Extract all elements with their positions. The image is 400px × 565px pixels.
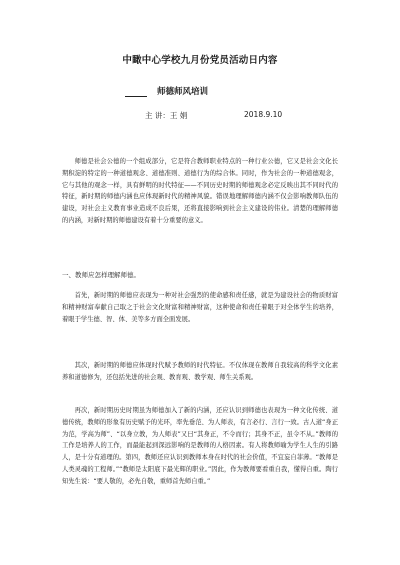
speaker-line: 主 讲：王 娟 — [145, 111, 188, 120]
paragraph-first: 首先，新时期的师德应表现为一种对社会强烈的使命感和责任感，就是为建设社会的物质财富和精神财富奉献自己取之于社会文化财富和精神财富，这种使命和责任着眼于对全体学生的培养，着眼于学生德、智、体、美等多方面全面发展。 — [62, 292, 338, 323]
blank-underline — [125, 87, 147, 97]
document-title: 中瞰中心学校九月份党员活动日内容 — [122, 55, 278, 66]
date-line: 2018.9.10 — [244, 110, 283, 119]
intro-paragraph: 师德是社会公德的一个组成部分，它是符合教师职业特点的一种行业公德，它又是社会文化长期积淀的特定的一种道德观念、道德准则、道德行为的综合体。同时，作为社会的一种道德观念，它与其他的观念一样，具有鲜明的时代特征——不同历史时期的师德观念必定反映出其不同时代的特征，新时期的师德内涵也应体现新时代的精神风貌。错误地理解师德内涵不仅会影响教师队伍的建设，对社会主义教育事业造成不良后果，还将直接影响到社会主义建设的伟业。清楚的理解师德的内涵，对新时期的师德建设有着十分重要的意义。 — [62, 158, 338, 224]
document-subtitle: 师德师风培训 — [157, 87, 209, 97]
paragraph-third: 再次，新时期历史时期虽为师德加入了新的内涵，还应认识到师德也表现为一种文化传统、道德传统，教师的形象有历史赋予的光环，率先垂范、为人师表，有言必行、言行一致。古人道“身正为范，学高为师”、“以身立教，为人师表”又曰“其身正，不令而行；其身不正，虽令不从。”教师的工作是培养人的工作，而最能起到深远影响的是教师的人格因素。有人将教师喻为学生人生的引路人，是十分有道理的。第四，教师还应认识到教师本身在时代的社会价值，不宜妄自菲薄。“教师是人类灵魂的工程师。”“教师是太阳底下最光辉的职业。”因此，作为教师要看重自我，懂得自重。陶行知先生说：“要人敬的，必先自敬，重师首先师自重。” — [62, 407, 338, 485]
section-heading: 一、教师应怎样理解师德。 — [62, 271, 140, 279]
subtitle-row — [125, 85, 208, 97]
paragraph-second: 其次，新时期的师德应体现时代赋予教师的时代特征。不仅体现在教师自我较高的科学文化素养和道德修为，还包括先进的社会观、教育观、教学观、师生关系观。 — [62, 362, 338, 381]
